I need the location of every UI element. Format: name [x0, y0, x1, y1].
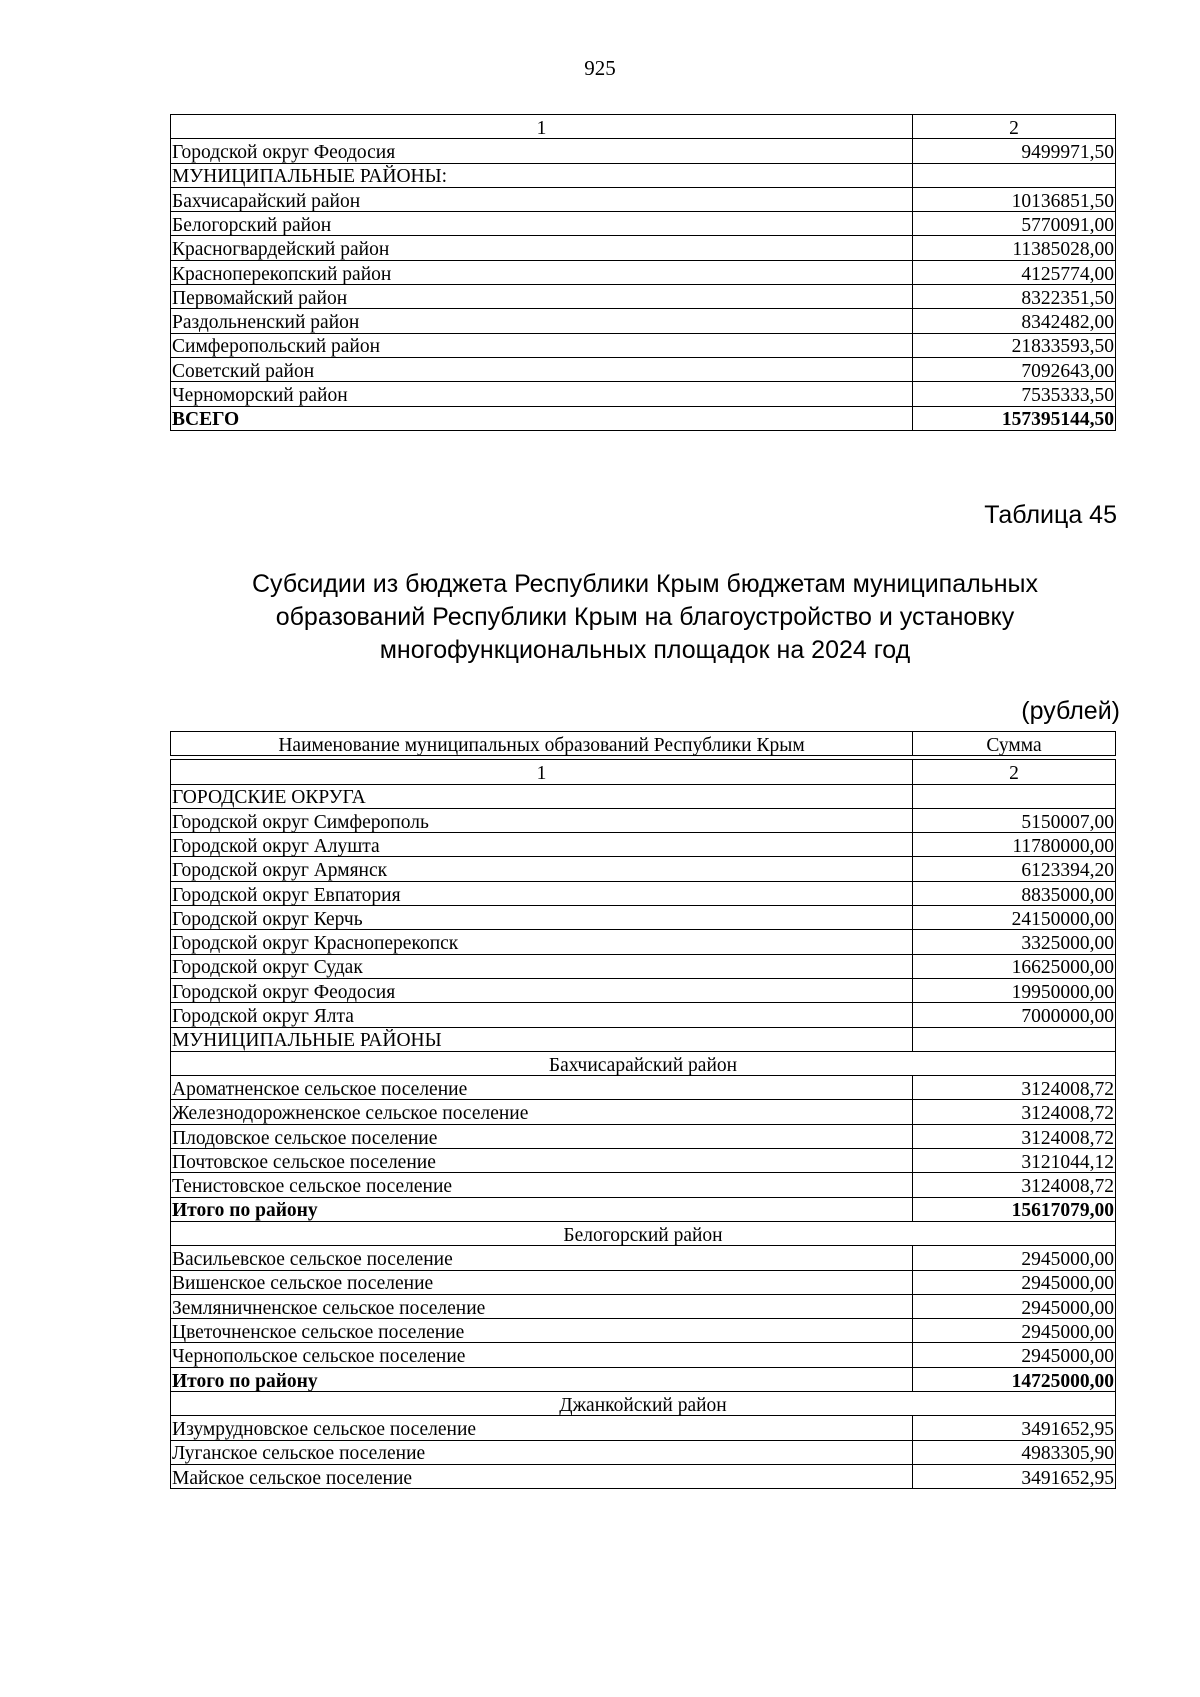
row-value: 2945000,00 — [913, 1294, 1116, 1318]
empty-cell — [913, 1027, 1116, 1051]
row-name: Городской округ Керчь — [171, 906, 913, 930]
district-total-row — [171, 1197, 1116, 1221]
row-name: Симферопольский район — [171, 333, 913, 357]
table-row — [171, 881, 1116, 905]
row-name: Чернопольское сельское поселение — [171, 1343, 913, 1367]
table-row — [171, 1343, 1116, 1367]
table-row — [171, 1149, 1116, 1173]
column-number-row — [171, 115, 1116, 139]
row-value: 4983305,90 — [913, 1440, 1116, 1464]
row-name: Цветочненское сельское поселение — [171, 1319, 913, 1343]
table-row — [171, 1416, 1116, 1440]
row-name: Ароматненское сельское поселение — [171, 1076, 913, 1100]
row-value: 24150000,00 — [913, 906, 1116, 930]
row-value: 9499971,50 — [913, 139, 1116, 163]
caption-line: Субсидии из бюджета Республики Крым бюджетам муниципальных — [251, 570, 1039, 598]
header-sum: Сумма — [913, 732, 1116, 756]
table-row — [171, 808, 1116, 832]
row-value — [913, 163, 1116, 187]
column-number-row — [171, 760, 1116, 784]
row-name: Тенистовское сельское поселение — [171, 1173, 913, 1197]
caption-line: образований Республики Крым на благоустройство и установку — [275, 603, 1015, 631]
row-name: Бахчисарайский район — [171, 187, 913, 211]
row-name: Васильевское сельское поселение — [171, 1246, 913, 1270]
table-row — [171, 833, 1116, 857]
row-value: 3124008,72 — [913, 1076, 1116, 1100]
table-row — [171, 1294, 1116, 1318]
row-name: Почтовское сельское поселение — [171, 1149, 913, 1173]
district-title-row — [171, 1221, 1116, 1245]
row-value: 2945000,00 — [913, 1319, 1116, 1343]
row-value: 19950000,00 — [913, 978, 1116, 1002]
column-number-2: 2 — [913, 115, 1116, 139]
row-value: 2945000,00 — [913, 1270, 1116, 1294]
table-row — [171, 236, 1116, 260]
row-value: 11780000,00 — [913, 833, 1116, 857]
caption-line: многофункциональных площадок на 2024 год — [379, 636, 911, 664]
row-name: Раздольненский район — [171, 309, 913, 333]
table-row — [171, 954, 1116, 978]
table-row — [171, 212, 1116, 236]
row-name: Городской округ Феодосия — [171, 978, 913, 1002]
row-value: 11385028,00 — [913, 236, 1116, 260]
table-row — [171, 1440, 1116, 1464]
table-row — [171, 1003, 1116, 1027]
row-name: Белогорский район — [171, 212, 913, 236]
row-value: 2945000,00 — [913, 1343, 1116, 1367]
row-value: 3491652,95 — [913, 1464, 1116, 1488]
column-number-1: 1 — [171, 760, 913, 784]
district-title: Бахчисарайский район — [171, 1051, 1116, 1075]
row-value: 21833593,50 — [913, 333, 1116, 357]
row-name: Городской округ Армянск — [171, 857, 913, 881]
table-row — [171, 139, 1116, 163]
district-title-row — [171, 1051, 1116, 1075]
row-name: Изумрудновское сельское поселение — [171, 1416, 913, 1440]
table-row — [171, 1246, 1116, 1270]
row-value: 8322351,50 — [913, 285, 1116, 309]
row-value: 3124008,72 — [913, 1100, 1116, 1124]
table-row — [171, 906, 1116, 930]
table-row — [171, 357, 1116, 381]
row-name: МУНИЦИПАЛЬНЫЕ РАЙОНЫ: — [171, 163, 913, 187]
row-name: Городской округ Евпатория — [171, 881, 913, 905]
row-value: 5770091,00 — [913, 212, 1116, 236]
row-name: Красноперекопский район — [171, 260, 913, 284]
district-total-value: 15617079,00 — [913, 1197, 1116, 1221]
row-value: 6123394,20 — [913, 857, 1116, 881]
column-number-2: 2 — [913, 760, 1116, 784]
row-name: Городской округ Красноперекопск — [171, 930, 913, 954]
row-value: 3491652,95 — [913, 1416, 1116, 1440]
table-row — [171, 163, 1116, 187]
table-row — [171, 978, 1116, 1002]
row-value: 8342482,00 — [913, 309, 1116, 333]
table-row — [171, 1124, 1116, 1148]
district-total-label: Итого по району — [171, 1367, 913, 1391]
header-row — [171, 732, 1116, 756]
table-row — [171, 333, 1116, 357]
districts-heading: МУНИЦИПАЛЬНЫЕ РАЙОНЫ — [171, 1027, 913, 1051]
row-name: Красногвардейский район — [171, 236, 913, 260]
row-name: Плодовское сельское поселение — [171, 1124, 913, 1148]
header-name: Наименование муниципальных образований Республики Крым — [171, 732, 913, 756]
row-name: Городской округ Феодосия — [171, 139, 913, 163]
row-name: Советский район — [171, 357, 913, 381]
row-name: Первомайский район — [171, 285, 913, 309]
table-row — [171, 382, 1116, 406]
row-name: Луганское сельское поселение — [171, 1440, 913, 1464]
row-name: Городской округ Алушта — [171, 833, 913, 857]
row-value: 10136851,50 — [913, 187, 1116, 211]
subsidies-table — [170, 731, 1116, 1489]
row-value: 7092643,00 — [913, 357, 1116, 381]
table-row — [171, 1173, 1116, 1197]
table-row — [171, 857, 1116, 881]
row-name: Железнодорожненское сельское поселение — [171, 1100, 913, 1124]
row-value: 5150007,00 — [913, 808, 1116, 832]
row-name: Майское сельское поселение — [171, 1464, 913, 1488]
district-title-row — [171, 1392, 1116, 1416]
table-row — [171, 187, 1116, 211]
row-value: 3124008,72 — [913, 1124, 1116, 1148]
row-name: Земляничненское сельское поселение — [171, 1294, 913, 1318]
row-name: Городской округ Симферополь — [171, 808, 913, 832]
table-row — [171, 930, 1116, 954]
row-value: 8835000,00 — [913, 881, 1116, 905]
district-total-row — [171, 1367, 1116, 1391]
row-value: 3325000,00 — [913, 930, 1116, 954]
row-name: Черноморский район — [171, 382, 913, 406]
empty-cell — [913, 784, 1116, 808]
urban-heading: ГОРОДСКИЕ ОКРУГА — [171, 784, 913, 808]
units-label: (рублей) — [1021, 697, 1120, 725]
row-value: 3121044,12 — [913, 1149, 1116, 1173]
row-value: 16625000,00 — [913, 954, 1116, 978]
row-value: 3124008,72 — [913, 1173, 1116, 1197]
district-total-label: Итого по району — [171, 1197, 913, 1221]
section-heading-row — [171, 784, 1116, 808]
district-title: Джанкойский район — [171, 1392, 1116, 1416]
district-total-value: 14725000,00 — [913, 1367, 1116, 1391]
row-name: Городской округ Ялта — [171, 1003, 913, 1027]
summary-table — [170, 114, 1116, 431]
total-row — [171, 406, 1116, 430]
table-row — [171, 1464, 1116, 1488]
total-label: ВСЕГО — [171, 406, 913, 430]
table-label: Таблица 45 — [984, 501, 1117, 529]
page-number: 925 — [584, 56, 616, 80]
table-row — [171, 1270, 1116, 1294]
row-value: 4125774,00 — [913, 260, 1116, 284]
table-row — [171, 1100, 1116, 1124]
table-caption — [180, 568, 1110, 667]
table-row — [171, 285, 1116, 309]
row-name: Городской округ Судак — [171, 954, 913, 978]
row-value: 7535333,50 — [913, 382, 1116, 406]
table-row — [171, 260, 1116, 284]
row-name: Вишенское сельское поселение — [171, 1270, 913, 1294]
table-row — [171, 1076, 1116, 1100]
row-value: 7000000,00 — [913, 1003, 1116, 1027]
table-row — [171, 309, 1116, 333]
section-heading-row — [171, 1027, 1116, 1051]
total-value: 157395144,50 — [913, 406, 1116, 430]
table-row — [171, 1319, 1116, 1343]
column-number-1: 1 — [171, 115, 913, 139]
row-value: 2945000,00 — [913, 1246, 1116, 1270]
district-title: Белогорский район — [171, 1221, 1116, 1245]
